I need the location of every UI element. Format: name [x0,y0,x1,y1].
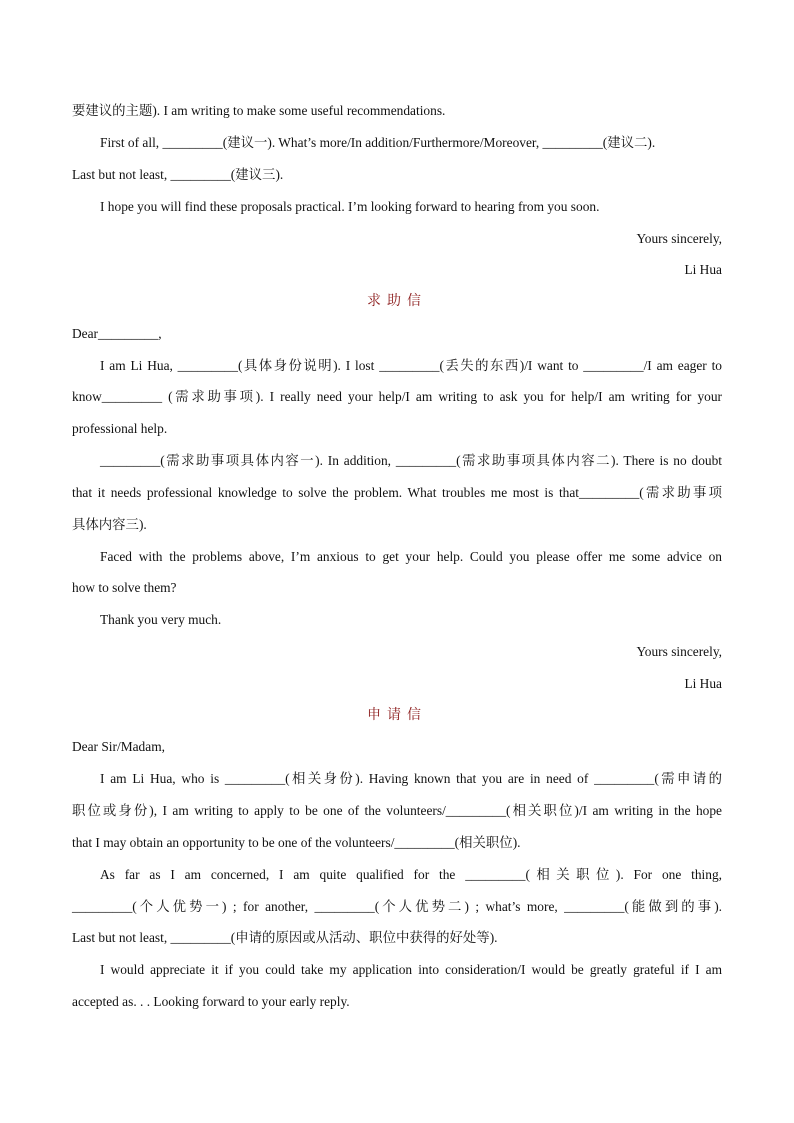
app-line-5: _________(个人优势一) ; for another, _________(个人优势二) ; what’s more, _________(能做到的事). [72,899,722,914]
help-line-1: I am Li Hua, _________(具体身份说明). I lost _________(丢失的东西)/I want to _________/I am eager to [100,358,722,373]
rec-line-4: I hope you will find these proposals practical. I’m looking forward to hearing from you soon. [100,199,600,214]
help-letter-heading: 求助信 [367,293,427,309]
help-line-2: know_________ (需求助事项). I really need your help/I am writing to ask you for help/I am writing for your [72,389,722,404]
help-line-3: professional help. [72,421,168,436]
app-salutation: Dear Sir/Madam, [72,739,165,754]
help-salutation: Dear_________, [72,326,162,341]
application-letter-heading: 申请信 [367,707,427,723]
rec-closing: Yours sincerely, [636,231,722,246]
app-line-1: I am Li Hua, who is _________(相关身份). Having known that you are in need of _________(需申请的 [100,771,722,786]
rec-signature: Li Hua [684,262,722,277]
rec-line-1: 要建议的主题). I am writing to make some useful recommendations. [72,103,446,118]
help-line-5: that it needs professional knowledge to solve the problem. What troubles me most is that_________(需求助事项 [72,485,722,500]
help-line-4: _________(需求助事项具体内容一). In addition, _________(需求助事项具体内容二). There is no doubt [100,453,722,468]
help-closing: Yours sincerely, [636,644,722,659]
rec-line-3: Last but not least, _________(建议三). [72,167,284,182]
help-line-7: Faced with the problems above, I’m anxious to get your help. Could you please offer me some advice on [100,549,722,564]
help-line-9: Thank you very much. [100,612,222,627]
help-line-8: how to solve them? [72,580,177,595]
app-line-7: I would appreciate it if you could take my application into consideration/I would be greatly grateful if I am [100,962,722,977]
app-line-8: accepted as. . . Looking forward to your early reply. [72,994,350,1009]
app-line-2: 职位或身份), I am writing to apply to be one of the volunteers/_________(相关职位)/I am writing in the hope [72,803,722,818]
rec-line-2: First of all, _________(建议一). What’s more/In addition/Furthermore/Moreover, _________(建议二). [100,135,656,150]
app-line-4: As far as I am concerned, I am quite qualified for the _________(相关职位). For one thing, [100,867,722,882]
app-line-6: Last but not least, _________(申请的原因或从活动、职位中获得的好处等). [72,930,498,945]
help-signature: Li Hua [684,676,722,691]
app-line-3: that I may obtain an opportunity to be one of the volunteers/_________(相关职位). [72,835,521,850]
help-line-6: 具体内容三). [72,517,147,532]
